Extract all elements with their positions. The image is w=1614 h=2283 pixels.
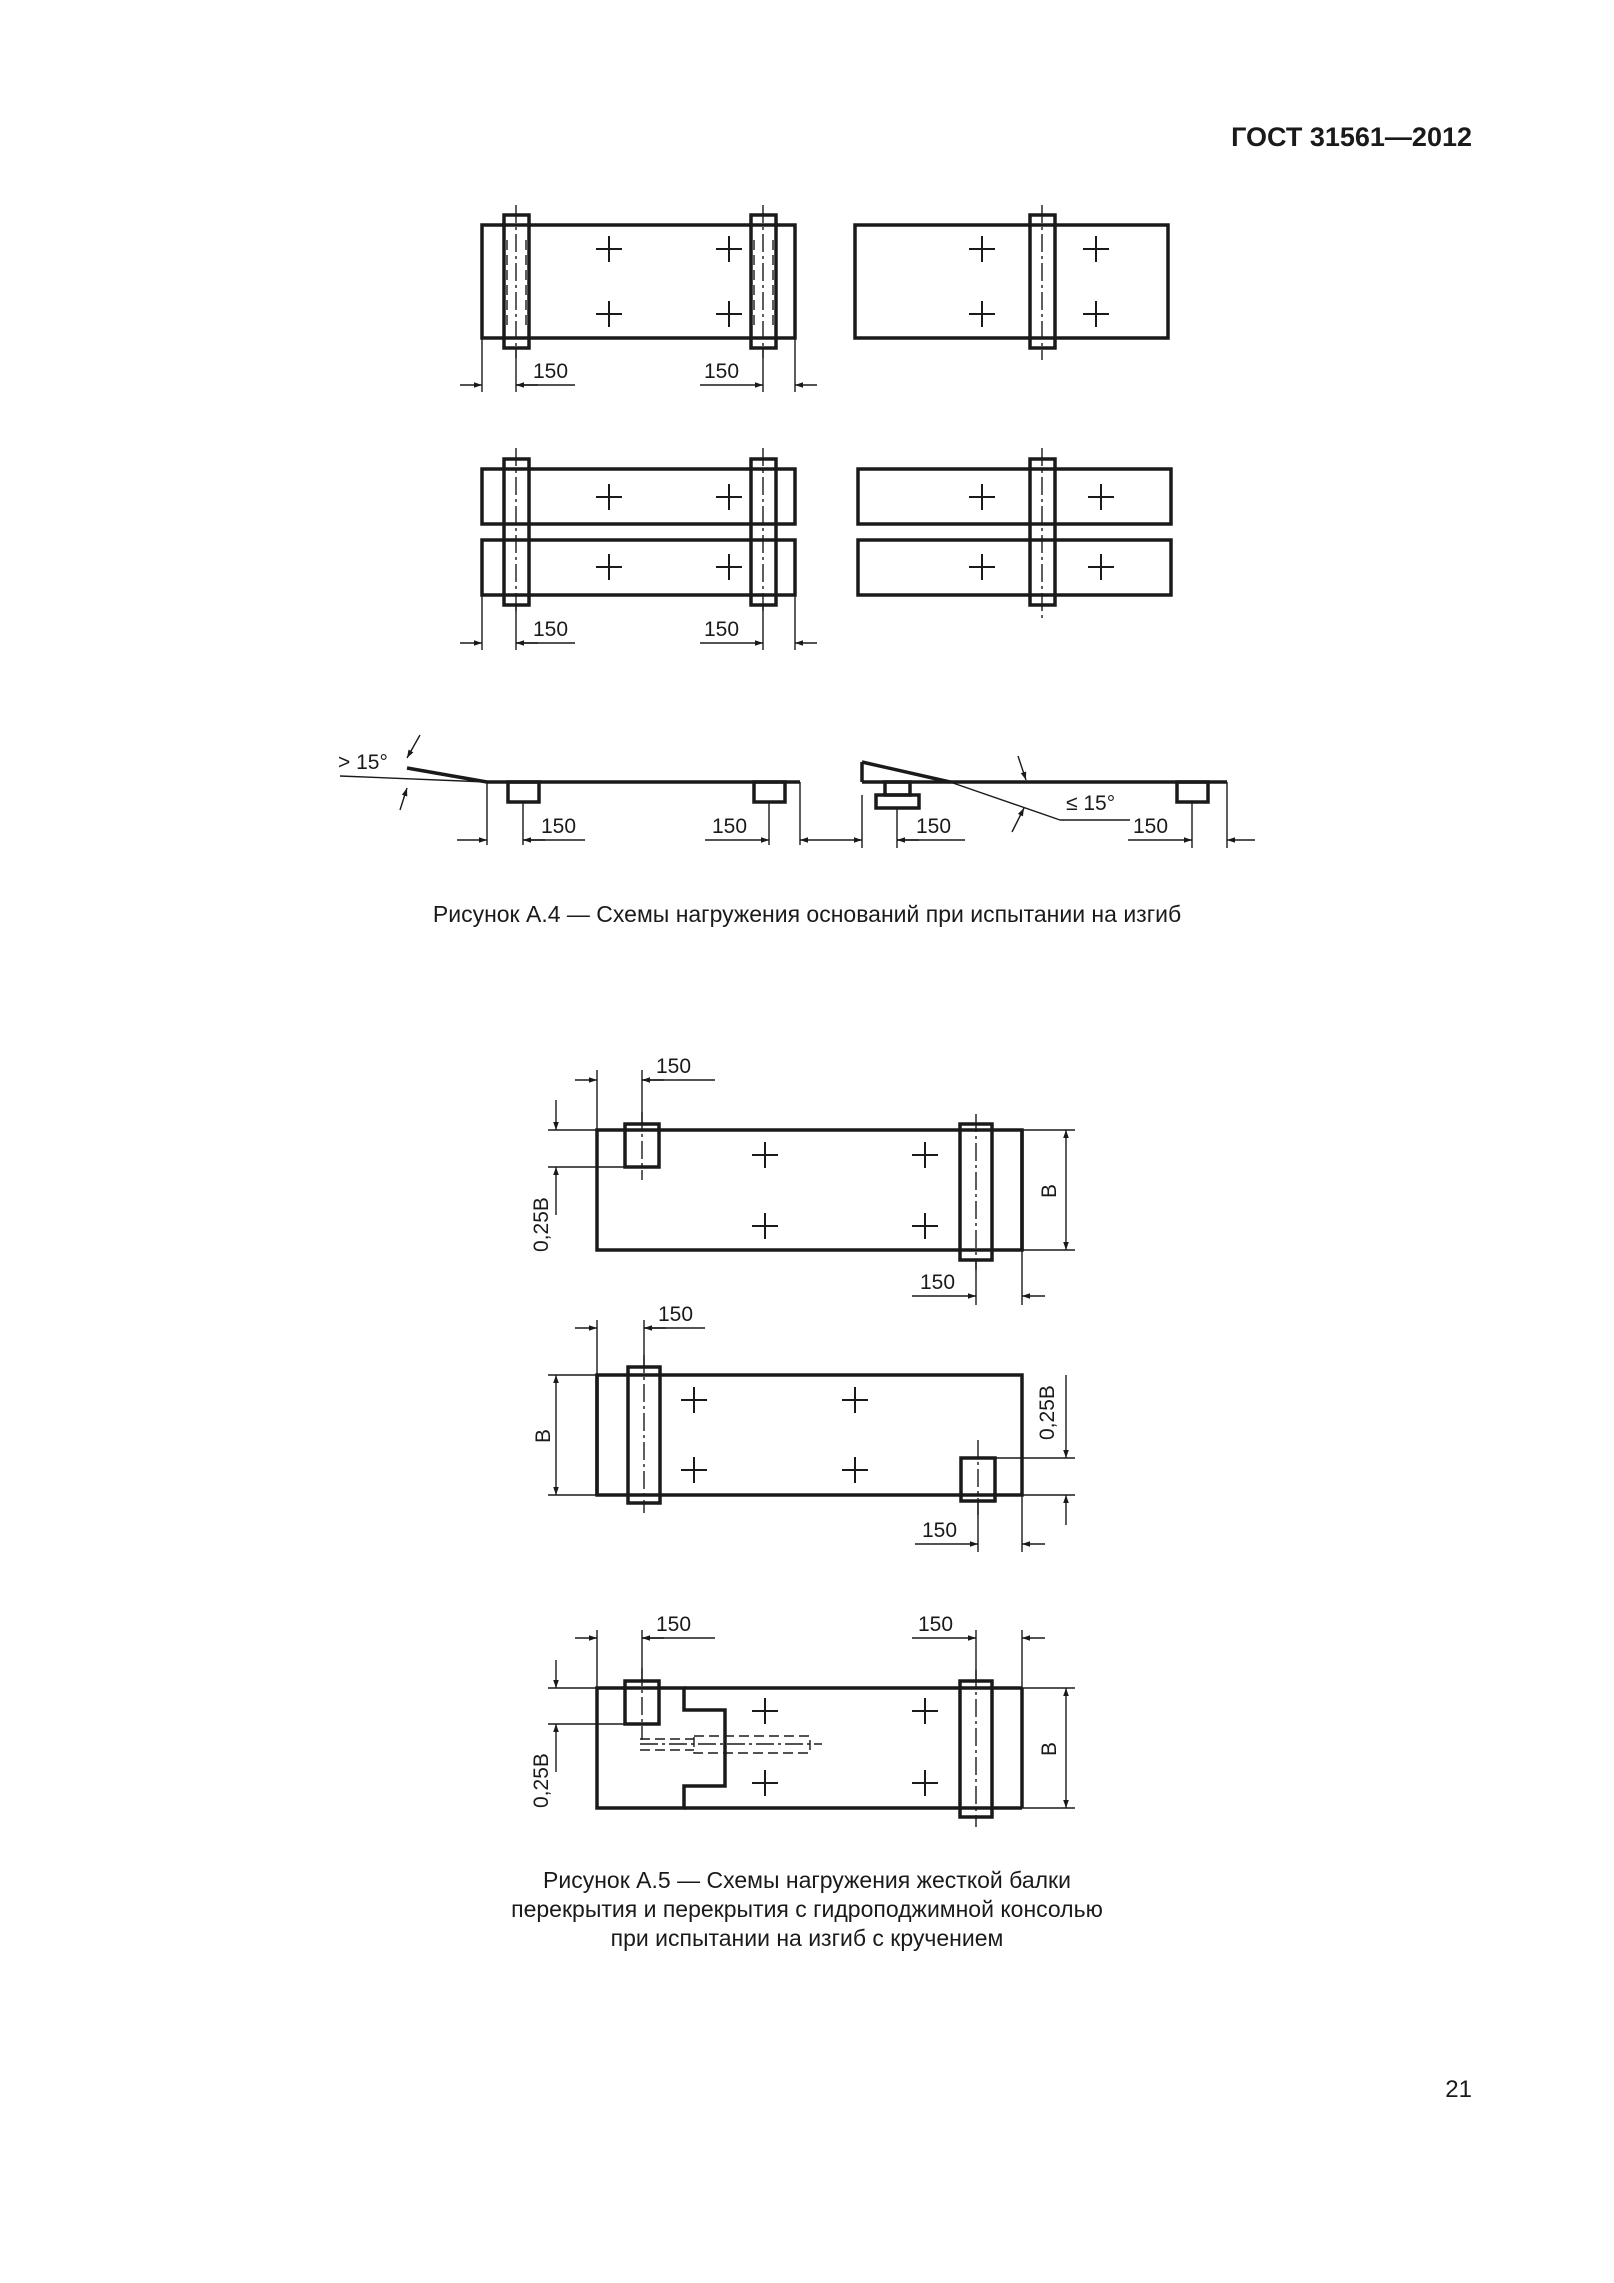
- a4-scheme-single-two-supports: [460, 205, 817, 392]
- dim-label-b: B: [1038, 1183, 1061, 1198]
- dim-label-025b: 0,25B: [1036, 1385, 1059, 1440]
- dim-label-b: B: [532, 1428, 555, 1443]
- a4-scheme-double-two-supports: [460, 448, 817, 650]
- page-number: 21: [1445, 2076, 1472, 2103]
- angle-label: > 15°: [338, 751, 388, 774]
- caption-line: при испытании на изгиб с кручением: [610, 1925, 1004, 1951]
- dim-label: 150: [922, 1519, 958, 1542]
- a4-scheme-double-central-support: [858, 448, 1171, 620]
- dim-label: 150: [704, 618, 740, 641]
- dim-label: 150: [704, 360, 740, 383]
- document-header: ГОСТ 31561—2012: [1231, 122, 1472, 152]
- dim-label: 150: [918, 1613, 954, 1636]
- dim-label-025b: 0,25B: [530, 1753, 553, 1808]
- dim-label: 150: [541, 815, 577, 838]
- figure-a4-caption: Рисунок А.4 — Схемы нагружения оснований при испытании на изгиб: [432, 901, 1182, 927]
- figure-a4-drawings: [338, 205, 1255, 848]
- dim-label-025b: 0,25B: [530, 1197, 553, 1252]
- dim-label: 150: [533, 360, 569, 383]
- a5-scheme-3: [530, 1613, 1075, 1827]
- a5-scheme-1: [530, 1055, 1075, 1305]
- dim-label: 150: [712, 815, 748, 838]
- dim-label: 150: [533, 618, 569, 641]
- figure-a5-drawings: [530, 1055, 1075, 1827]
- dim-label-b: B: [1038, 1741, 1061, 1756]
- a4-scheme-single-central-support: [855, 205, 1168, 360]
- dim-label: 150: [658, 1303, 694, 1326]
- dim-label: 150: [656, 1613, 692, 1636]
- caption-line: перекрытия и перекрытия с гидроподжимной консолью: [511, 1896, 1103, 1922]
- a4-side-view-angle-le15: [830, 756, 1255, 848]
- caption-line: Рисунок А.5 — Схемы нагружения жесткой балки: [543, 1867, 1071, 1893]
- dim-label: 150: [656, 1055, 692, 1078]
- a4-side-view-angle-gt15: [338, 735, 830, 845]
- dim-label: 150: [920, 1271, 956, 1294]
- a5-scheme-2: [532, 1303, 1075, 1552]
- figure-a5-caption: [0, 1866, 1614, 1953]
- angle-label: ≤ 15°: [1066, 792, 1116, 815]
- dim-label: 150: [1133, 815, 1169, 838]
- dim-label: 150: [916, 815, 952, 838]
